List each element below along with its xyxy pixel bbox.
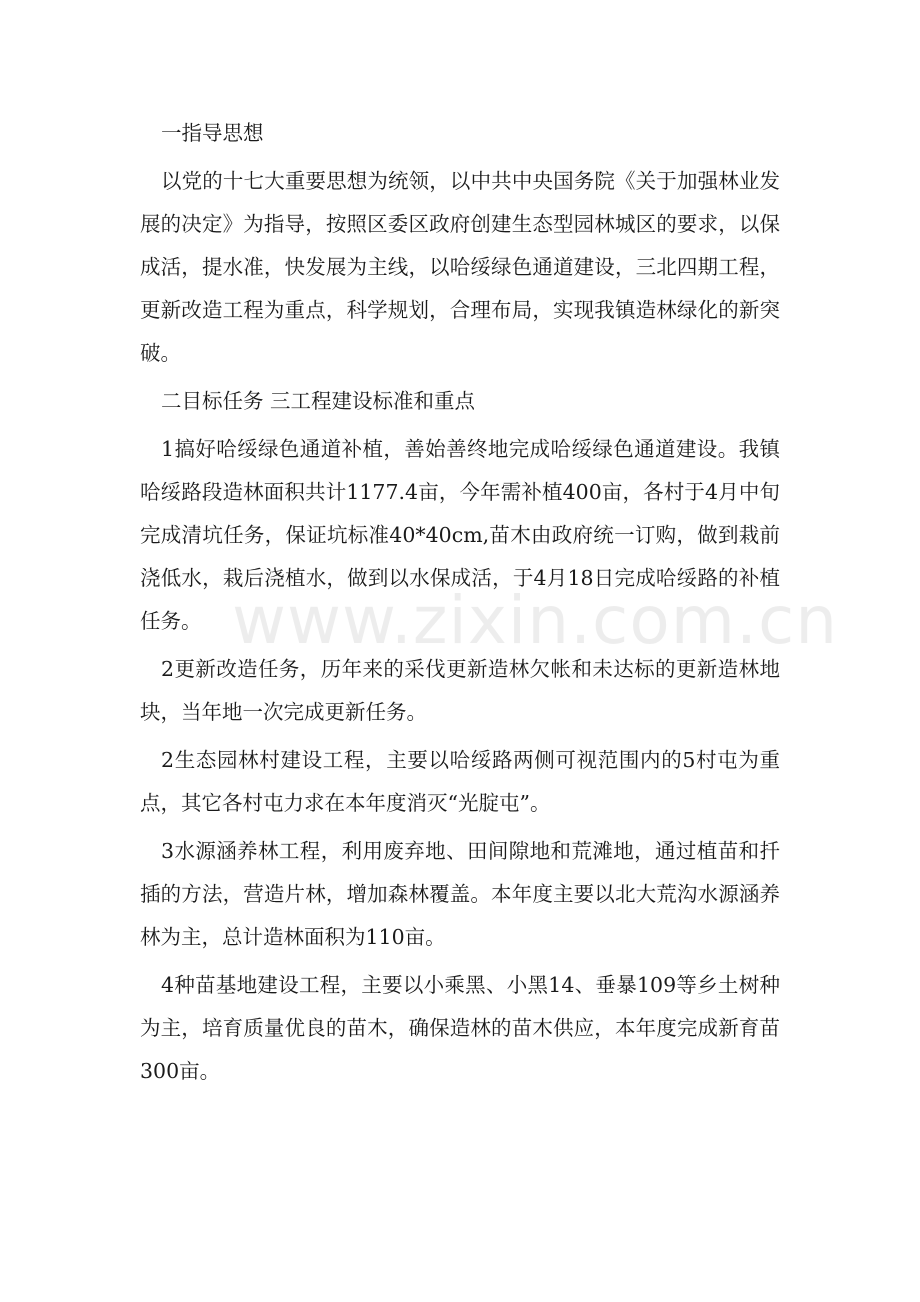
paragraph-item-eco-village: 2生态园林村建设工程，主要以哈绥路两侧可视范围内的5村屯为重点，其它各村屯力求在本年度消灭“光腚屯”。 — [140, 748, 780, 815]
paragraph-item-replanting: 1搞好哈绥绿色通道补植，善始善终地完成哈绥绿色通道建设。我镇哈绥路段造林面积共计1177.4亩，今年需补植400亩，各村于4月中旬完成清坑任务，保证坑标准40*40cm,苗木由政府统一订购，做到栽前浇低水，栽后浇植水，做到以水保成活，于4月18日完成哈绥路的补植任务。 — [140, 437, 780, 633]
paragraph-guiding-ideology: 以党的十七大重要思想为统领，以中共中央国务院《关于加强林业发展的决定》为指导，按照区委区政府创建生态型园林城区的要求，以保成活，提水准，快发展为主线，以哈绥绿色通道建设，三北四期工程，更新改造工程为重点，科学规划，合理布局，实现我镇造林绿化的新突破。 — [140, 169, 780, 365]
watermark-text: www.zixin.com.cn — [232, 582, 839, 659]
heading-guiding-ideology: 一指导思想 — [161, 121, 264, 145]
document-body — [140, 112, 780, 1098]
paragraph-item-water-forest: 3水源涵养林工程，利用废弃地、田间隙地和荒滩地，通过植苗和扦插的方法，营造片林，增加森林覆盖。本年度主要以北大荒沟水源涵养林为主，总计造林面积为110亩。 — [140, 839, 780, 949]
heading-targets-and-standards: 二目标任务 三工程建设标准和重点 — [161, 389, 476, 413]
paragraph-item-nursery: 4种苗基地建设工程，主要以小乘黑、小黑14、垂暴109等乡土树种为主，培育质量优良的苗木，确保造林的苗木供应，本年度完成新育苗300亩。 — [140, 973, 780, 1083]
paragraph-item-renewal: 2更新改造任务，历年来的采伐更新造林欠帐和未达标的更新造林地块，当年地一次完成更新任务。 — [140, 657, 780, 724]
